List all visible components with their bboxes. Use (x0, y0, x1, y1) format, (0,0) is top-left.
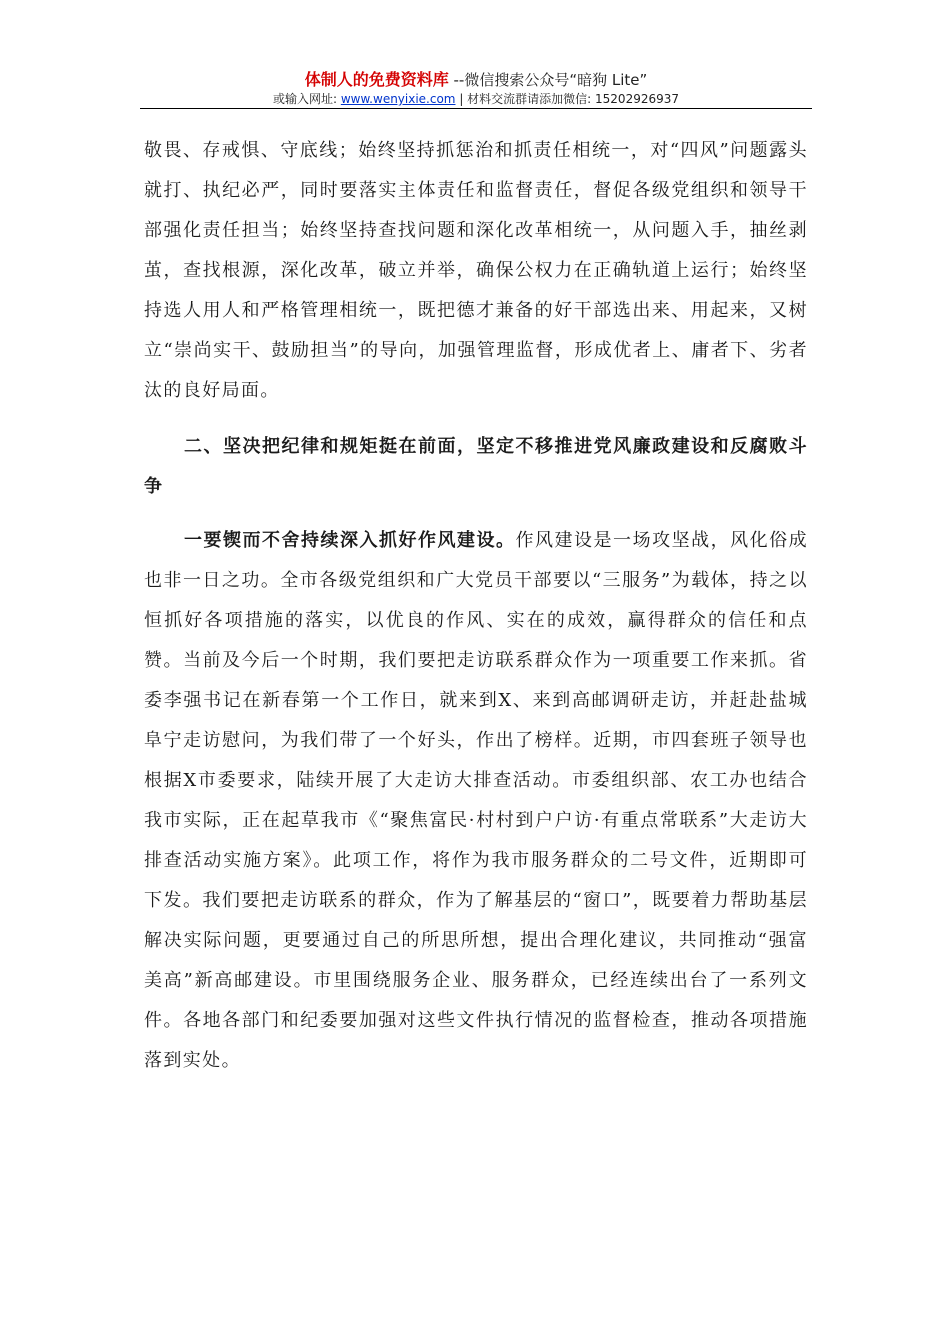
section-heading: 二、坚决把纪律和规矩挺在前面，坚定不移推进党风廉政建设和反腐败斗争 (144, 436, 808, 497)
paragraph-body: 作风建设是一场攻坚战，风化俗成也非一日之功。全市各级党组织和广大党员干部要以“三服务”为载体，持之以恒抓好各项措施的落实，以优良的作风、实在的成效，赢得群众的信任和点赞。当前及今后一个时期，我们要把走访联系群众作为一项重要工作来抓。省委李强书记在新春第一个工作日，就来到X、来到高邮调研走访，并赶赴盐城阜宁走访慰问，为我们带了一个好头，作出了榜样。近期，市四套班子领导也根据X市委要求，陆续开展了大走访大排查活动。市委组织部、农工办也结合我市实际，正在起草我市《“聚焦富民·村村到户户访·有重点常联系”大走访大排查活动实施方案》。此项工作，将作为我市服务群众的二号文件，近期即可下发。我们要把走访联系的群众，作为了解基层的“窗口”，既要着力帮助基层解决实际问题，更要通过自己的所思所想，提出合理化建议，共同推动“强富美高”新高邮建设。市里围绕服务企业、服务群众，已经连续出台了一系列文件。各地各部门和纪委要加强对这些文件执行情况的监督检查，推动各项措施落到实处。 (144, 530, 808, 1071)
document-body (144, 131, 808, 1081)
header-brand: 体制人的免费资料库 (304, 70, 449, 89)
body-paragraph (144, 521, 808, 1081)
paragraph-lead: 一要锲而不舍持续深入抓好作风建设。 (184, 530, 516, 551)
header-contact: | 材料交流群请添加微信: 15202926937 (455, 92, 680, 106)
continuation-paragraph: 敬畏、存戒惧、守底线；始终坚持抓惩治和抓责任相统一，对“四风”问题露头就打、执纪必严，同时要落实主体责任和监督责任，督促各级党组织和领导干部强化责任担当；始终坚持查找问题和深化改革相统一，从问题入手，抽丝剥茧，查找根源，深化改革，破立并举，确保公权力在正确轨道上运行；始终坚持选人用人和严格管理相统一，既把德才兼备的好干部选出来、用起来，又树立“崇尚实干、鼓励担当”的导向，加强管理监督，形成优者上、庸者下、劣者汰的良好局面。 (144, 140, 808, 401)
header-title-line (140, 70, 812, 90)
header-wechat-hint: --微信搜索公众号“暗狗 Lite” (448, 71, 648, 89)
header-website-link[interactable]: www.wenyixie.com (340, 92, 456, 106)
page-header (140, 70, 812, 108)
header-divider (140, 108, 812, 109)
header-contact-line (140, 91, 812, 108)
header-url-prefix: 或输入网址: (272, 92, 341, 106)
